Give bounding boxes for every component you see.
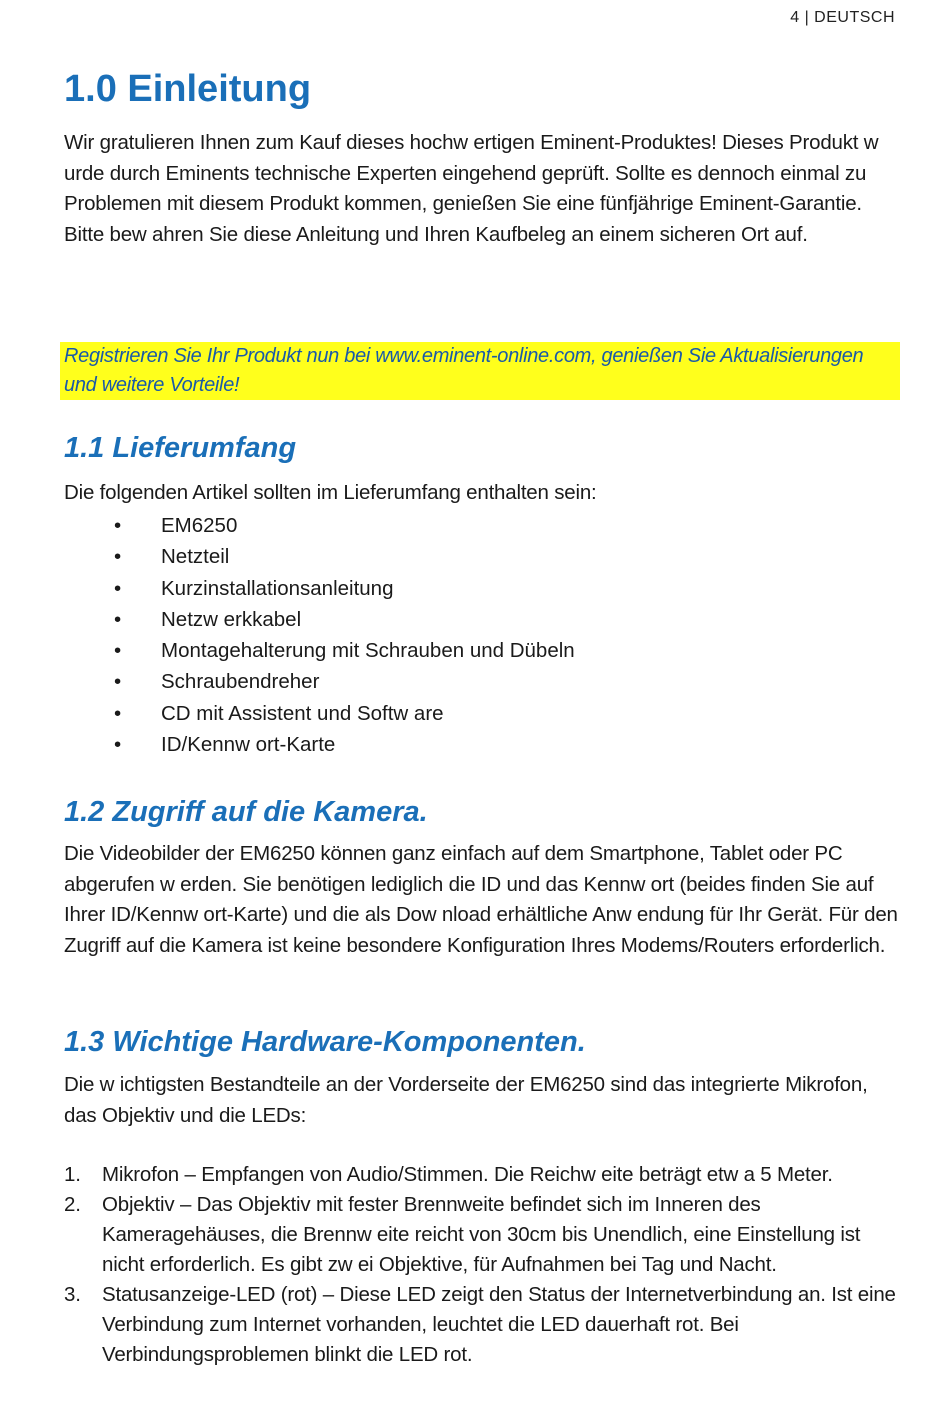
list-item: • Netzteil: [64, 541, 575, 572]
list-item: • EM6250: [64, 510, 575, 541]
scope-lead: Die folgenden Artikel sollten im Lieferumfang enthalten sein:: [64, 481, 597, 504]
list-item: 3. Statusanzeige-LED (rot) – Diese LED zeigt den Status der Internetverbindung an. Ist eine Verbindung zum Internet vorhanden, leuchtet die LED dauerhaft rot. Bei Verbindungsproblemen blinkt die LED rot.: [64, 1280, 904, 1370]
intro-paragraph: Wir gratulieren Ihnen zum Kauf dieses hochw ertigen Eminent-Produktes! Dieses Produkt w urde durch Eminents technische Experten eingehend geprüft. Sollte es dennoch einmal zu Problemen mit diesem Produkt kommen, genießen Sie eine fünfjährige Eminent-Garantie. Bitte bew ahren Sie diese Anleitung und Ihren Kaufbeleg an einem sicheren Ort auf.: [64, 131, 879, 246]
bullet-mark: •: [114, 670, 122, 694]
registration-callout: [60, 342, 900, 400]
list-item: 2. Objektiv – Das Objektiv mit fester Brennweite befindet sich im Inneren des Kameragehäuses, die Brennw eite reicht von 30cm bis Unendlich, eine Einstellung ist nicht erforderlich. Es gibt zw ei Objektive, für Aufnahmen bei Tag und Nacht.: [64, 1190, 904, 1280]
page-header: 4 | DEUTSCH: [790, 9, 895, 26]
list-item: • Schraubendreher: [64, 666, 575, 697]
bullet-mark: •: [114, 545, 122, 569]
access-paragraph: Die Videobilder der EM6250 können ganz einfach auf dem Smartphone, Tablet oder PC abgerufen w erden. Sie benötigen lediglich die ID und das Kennw ort (beides finden Sie auf Ihrer ID/Kennw ort-Karte) und die als Dow nload erhältliche Anw endung für Ihr Gerät. Für den Zugriff auf die Kamera ist keine besondere Konfiguration Ihres Modems/Routers erforderlich.: [64, 842, 898, 957]
list-item: • Netzw erkkabel: [64, 604, 575, 635]
section-title-intro: 1.0 Einleitung: [64, 68, 312, 110]
bullet-mark: •: [114, 701, 122, 725]
section-title-access: 1.2 Zugriff auf die Kamera.: [64, 796, 428, 828]
section-title-hardware: 1.3 Wichtige Hardware-Komponenten.: [64, 1026, 586, 1058]
section-title-scope: 1.1 Lieferumfang: [64, 432, 297, 464]
list-item: 1. Mikrofon – Empfangen von Audio/Stimmen. Die Reichw eite beträgt etw a 5 Meter.: [64, 1160, 904, 1190]
bullet-mark: •: [114, 639, 122, 663]
registration-text: Registrieren Sie Ihr Produkt nun bei www.eminent-online.com, genießen Sie Aktualisierungen und weitere Vorteile!: [64, 345, 864, 396]
bullet-mark: •: [114, 607, 122, 631]
item-number: 1.: [64, 1163, 81, 1186]
list-item: • ID/Kennw ort-Karte: [64, 729, 575, 760]
item-number: 3.: [64, 1283, 81, 1306]
scope-list: [64, 510, 575, 760]
item-number: 2.: [64, 1193, 81, 1216]
bullet-mark: •: [114, 576, 122, 600]
list-item: • Montagehalterung mit Schrauben und Dübeln: [64, 635, 575, 666]
hardware-lead: Die w ichtigsten Bestandteile an der Vorderseite der EM6250 sind das integrierte Mikrofon, das Objektiv und die LEDs:: [64, 1073, 868, 1127]
bullet-mark: •: [114, 514, 122, 537]
hardware-list: [64, 1160, 904, 1370]
list-item: • Kurzinstallationsanleitung: [64, 573, 575, 604]
list-item: • CD mit Assistent und Softw are: [64, 698, 575, 729]
bullet-mark: •: [114, 733, 122, 757]
